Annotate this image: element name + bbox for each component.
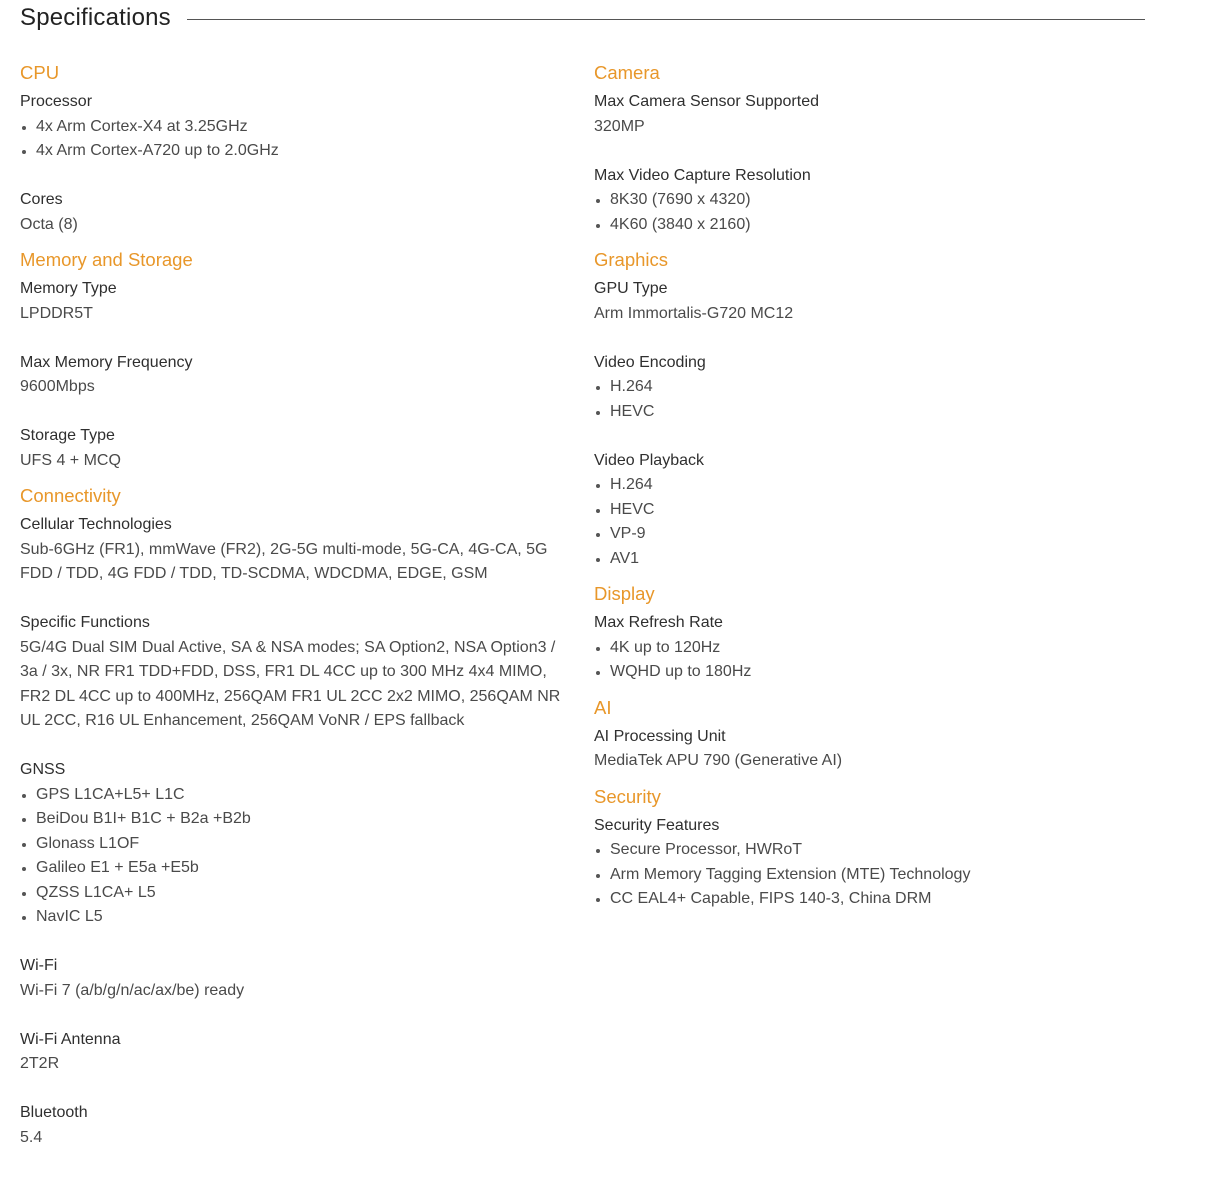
list-item: VP-9 [594,522,1150,547]
spec-value: 5.4 [20,1128,43,1146]
spec-wi-fi-antenna [20,1028,576,1077]
list-item: H.264 [594,375,1150,400]
list-item: Secure Processor, HWRoT [594,838,1150,863]
spec-security-features [594,814,1150,912]
spec-value: Arm Immortalis-G720 MC12 [594,304,794,322]
list-item: H.264 [594,473,1150,498]
spec-list [594,473,1150,571]
spec-gpu-type [594,277,1150,326]
section-title: Connectivity [20,485,121,506]
spec-label: Video Playback [594,451,704,469]
spec-max-video-capture-resolution [594,164,1150,238]
list-item: 8K30 (7690 x 4320) [594,188,1150,213]
spec-bluetooth [20,1101,576,1150]
spec-list [20,783,576,930]
list-item: NavIC L5 [20,905,576,930]
list-item: 4x Arm Cortex-A720 up to 2.0GHz [20,139,576,164]
spec-max-refresh-rate [594,611,1150,685]
spec-label: Video Encoding [594,353,706,371]
spec-label: Specific Functions [20,614,150,631]
section-title: Display [594,583,655,604]
page-header [20,0,1145,36]
list-item: Glonass L1OF [20,832,576,857]
list-item: QZSS L1CA+ L5 [20,881,576,906]
spec-value: Sub-6GHz (FR1), mmWave (FR2), 2G-5G multi-mode, 5G-CA, 4G-CA, 5G FDD / TDD, 4G FDD / TDD, TD-SCDMA, WDCDMA, EDGE, GSM [20,540,548,582]
spec-value: MediaTek APU 790 (Generative AI) [594,752,843,769]
spec-ai-processing-unit [594,725,1150,774]
spec-label: Cores [20,191,63,208]
spec-label: Processor [20,93,93,110]
list-item: Galileo E1 + E5a +E5b [20,856,576,881]
page-title: Specifications [20,4,171,31]
spec-memory-type [20,277,576,326]
section-camera [594,60,1150,237]
section-title: Security [594,785,661,807]
spec-video-encoding [594,351,1150,425]
spec-label: Max Refresh Rate [594,614,723,631]
spec-specific-functions [20,611,576,734]
spec-list [594,838,1150,912]
spec-max-memory-frequency [20,351,576,400]
section-ai [594,695,1150,774]
spec-list [594,188,1150,237]
list-item: BeiDou B1I+ B1C + B2a +B2b [20,807,576,832]
spec-list [594,375,1150,424]
section-title: Memory and Storage [20,249,193,270]
spec-video-playback [594,449,1150,572]
section-title: AI [594,696,612,718]
title-divider [187,19,1145,20]
spec-value: 320MP [594,117,645,135]
spec-gnss [20,758,576,930]
spec-list [20,115,576,164]
section-memory-and-storage [20,247,576,473]
spec-max-camera-sensor-supported [594,90,1150,139]
spec-label: Storage Type [20,427,115,444]
spec-label: Memory Type [20,280,117,297]
spec-label: Max Memory Frequency [20,353,193,371]
spec-label: Max Camera Sensor Supported [594,93,819,110]
section-cpu [20,60,576,237]
spec-label: GPU Type [594,280,668,297]
spec-value: 9600Mbps [20,378,95,395]
list-item: Arm Memory Tagging Extension (MTE) Technology [594,863,1150,888]
section-display [594,581,1150,685]
spec-label: Cellular Technologies [20,516,172,533]
spec-label: Wi-Fi [20,957,58,974]
section-graphics [594,247,1150,571]
spec-value: LPDDR5T [20,304,93,322]
section-security [594,784,1150,912]
left-column [20,60,576,1160]
spec-value: 5G/4G Dual SIM Dual Active, SA & NSA modes; SA Option2, NSA Option3 / 3a / 3x, NR FR1 TDD+FDD, DSS, FR1 DL 4CC up to 300 MHz 4x4 MIMO, FR2 DL 4CC up to 400MHz, 256QAM FR1 UL 2CC 2x2 MIMO, 256QAM NR UL 2CC, R16 UL Enhancement, 256QAM VoNR / EPS fallback [20,638,561,729]
spec-value: 2T2R [20,1055,60,1072]
spec-value: Octa (8) [20,215,78,233]
list-item: GPS L1CA+L5+ L1C [20,783,576,808]
section-title: Graphics [594,249,669,270]
spec-storage-type [20,424,576,473]
list-item: AV1 [594,547,1150,572]
spec-value: UFS 4 + MCQ [20,451,121,469]
list-item: 4x Arm Cortex-X4 at 3.25GHz [20,115,576,140]
spec-label: Max Video Capture Resolution [594,166,811,184]
list-item: CC EAL4+ Capable, FIPS 140-3, China DRM [594,887,1150,912]
right-column [594,60,1150,922]
spec-processor [20,90,576,164]
spec-cores [20,188,576,237]
spec-label: AI Processing Unit [594,727,726,745]
list-item: WQHD up to 180Hz [594,660,1150,685]
spec-label: GNSS [20,761,66,778]
list-item: HEVC [594,498,1150,523]
spec-label: Bluetooth [20,1104,88,1121]
spec-wi-fi [20,954,576,1003]
spec-label: Security Features [594,816,720,834]
spec-cellular-technologies [20,513,576,587]
list-item: 4K up to 120Hz [594,636,1150,661]
spec-value: Wi-Fi 7 (a/b/g/n/ac/ax/be) ready [20,981,245,999]
list-item: HEVC [594,400,1150,425]
section-title: CPU [20,62,60,83]
section-connectivity [20,483,576,1150]
spec-label: Wi-Fi Antenna [20,1030,121,1048]
section-title: Camera [594,62,660,83]
list-item: 4K60 (3840 x 2160) [594,213,1150,238]
spec-list [594,636,1150,685]
